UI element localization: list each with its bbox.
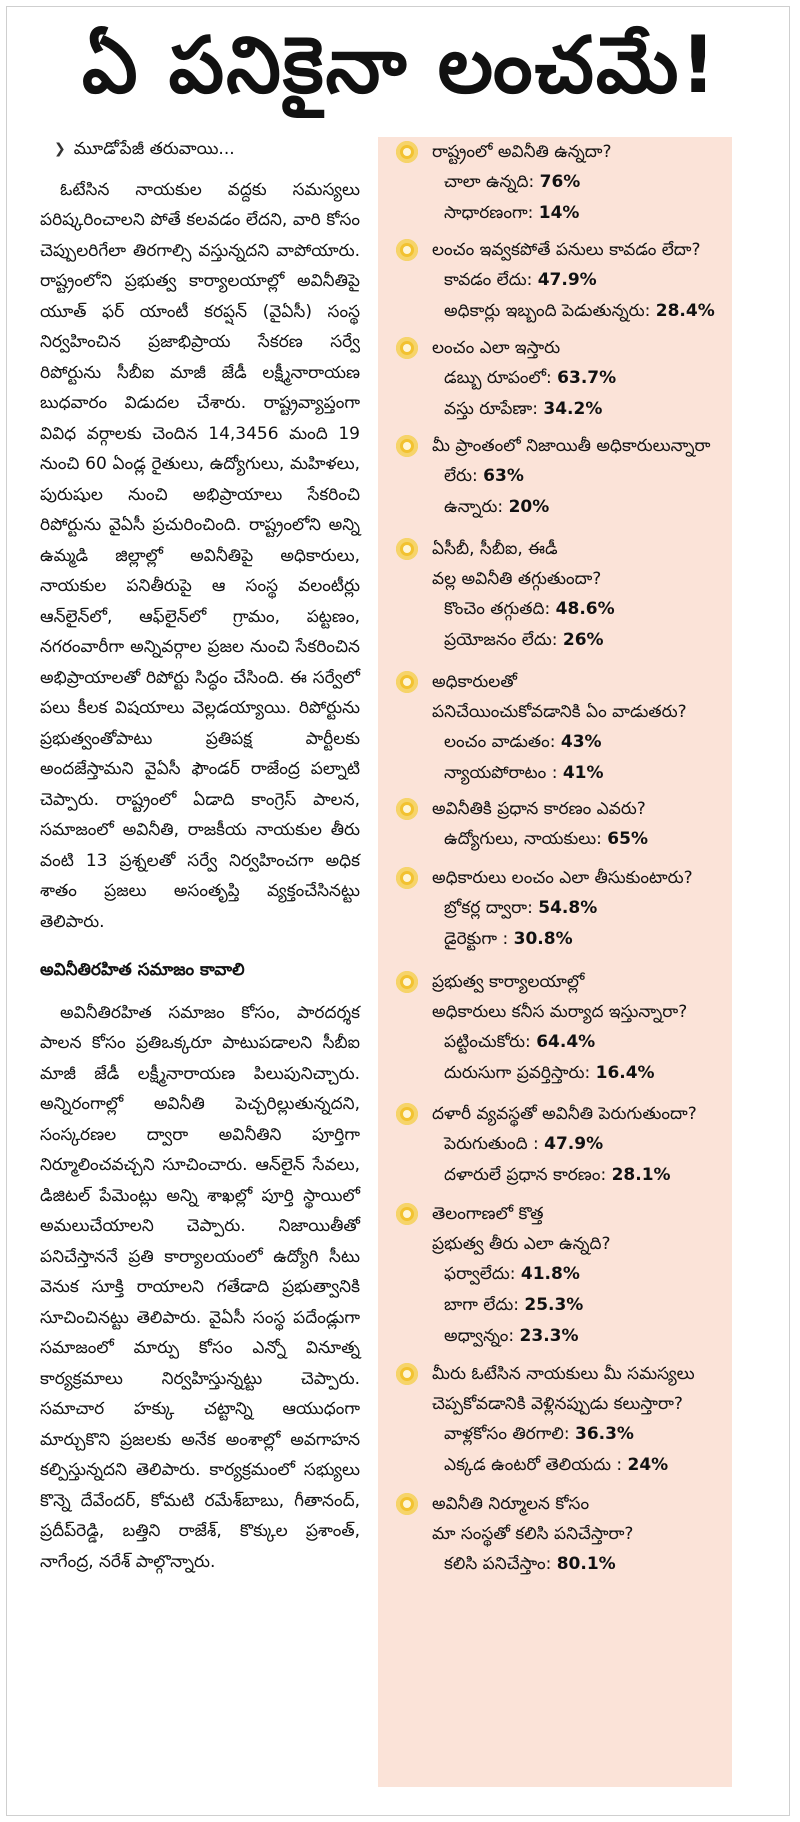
survey-question: ఏసీబీ, సీబీఐ, ఈడీ వల్ల అవినీతి తగ్గుతుందా? — [432, 539, 602, 589]
survey-answer: అధ్వాన్నం: 23.3% — [444, 1326, 579, 1346]
bullet-icon — [396, 337, 418, 359]
survey-answer: చాలా ఉన్నది: 76% — [444, 172, 581, 192]
survey-answer: కలిసి పనిచేస్తాం: 80.1% — [444, 1554, 616, 1574]
survey-answer: పెరుగుతుంది : 47.9% — [444, 1134, 604, 1154]
bullet-icon — [396, 1103, 418, 1125]
survey-answer: ప్రయోజనం లేదు: 26% — [444, 630, 604, 650]
survey-answer: వస్తు రూపేణా: 34.2% — [444, 399, 603, 419]
survey-answer: వాళ్లకోసం తిరగాలి: 36.3% — [444, 1424, 634, 1444]
survey-answer: అధికార్లు ఇబ్బంది పెడుతున్నరు: 28.4% — [444, 301, 715, 321]
survey-answer: ఉన్నారు: 20% — [444, 497, 550, 517]
survey-answer: కావడం లేదు: 47.9% — [444, 270, 597, 290]
survey-item — [396, 863, 722, 955]
survey-answer: లంచం వాడుతం: 43% — [444, 732, 602, 752]
bullet-icon — [396, 798, 418, 820]
bullet-icon — [396, 239, 418, 261]
survey-item — [396, 667, 722, 789]
survey-question: మీ ప్రాంతంలో నిజాయితీ అధికారులున్నారా — [432, 436, 711, 456]
article-paragraph-2: అవినీతిరహిత సమాజం కోసం, పారదర్శక పాలన కోసం ప్రతిఒక్కరూ పాటుపడాలని సీబీఐ మాజీ జేడీ లక్ష్మీనారాయణ పిలుపునిచ్చారు. అన్నిరంగాల్లో అవినీతి పెచ్చరిల్లుతున్నదని, సంస్కరణల ద్వారా అవినీతిని పూర్తిగా నిర్మూలించవచ్చని సూచించారు. ఆన్‌లైన్ సేవలు, డిజిటల్ పేమెంట్లు అన్ని శాఖల్లో పూర్తి స్థాయిలో అమలుచేయాలని చెప్పారు. నిజాయితీతో పనిచేస్తాననే ప్రతి కార్యాలయంలో ఉద్యోగి సీటు వెనుక సూక్తి రాయాలని గతేడాది ప్రభుత్వానికి సూచించినట్టు తెలిపారు. వైఏసీ సంస్థ పదేండ్లుగా సమాజంలో మార్పు కోసం ఎన్నో వినూత్న కార్యక్రమాలు నిర్వహిస్తున్నట్టు చెప్పారు. సమాచార హక్కు చట్టాన్ని ఆయుధంగా మార్చుకొని ప్రజలకు అనేక అంశాల్లో అవగాహన కల్పిస్తున్నదని తెలిపారు. కార్యక్రమంలో సభ్యులు కొన్నె దేవేందర్, కోమటి రమేశ్‌బాబు, గీతానంద్, ప్రదీప్‌రెడ్డి, బత్తిని రాజేశ్, కొక్కుల ప్రశాంత్, నాగేంద్ర, నరేశ్ పాల్గొన్నారు. — [40, 1002, 360, 1572]
survey-item — [396, 534, 722, 656]
survey-answer: బ్రోకర్ల ద్వారా: 54.8% — [444, 898, 598, 918]
survey-answer: దళారులే ప్రధాన కారణం: 28.1% — [444, 1165, 671, 1185]
survey-answer: డబ్బు రూపంలో: 63.7% — [444, 368, 617, 388]
article-column — [40, 134, 360, 1577]
survey-answer: సాధారణంగా: 14% — [444, 203, 580, 223]
survey-question: మీరు ఓటేసిన నాయకులు మీ సమస్యలు చెప్పకోవడానికి వెళ్లినప్పుడు కలుస్తారా? — [432, 1364, 695, 1414]
bullet-icon — [396, 671, 418, 693]
survey-question: ప్రభుత్వ కార్యాలయాల్లో అధికారులు కనీస మర్యాద ఇస్తున్నారా? — [432, 972, 688, 1022]
survey-item — [396, 1199, 722, 1352]
headline: ఏ పనికైనా లంచమే! — [82, 21, 718, 111]
survey-item — [396, 794, 722, 855]
survey-question: అధికారులు లంచం ఎలా తీసుకుంటారు? — [432, 868, 693, 888]
survey-question: తెలంగాణలో కొత్త ప్రభుత్వ తీరు ఎలా ఉన్నది? — [432, 1204, 611, 1254]
continued-from-label — [54, 134, 360, 165]
survey-answer: డైరెక్టుగా : 30.8% — [444, 929, 573, 949]
survey-answer: పట్టించుకోరు: 64.4% — [444, 1032, 596, 1052]
survey-answer: దురుసుగా ప్రవర్తిస్తారు: 16.4% — [444, 1063, 655, 1083]
survey-item — [396, 1099, 722, 1191]
bullet-icon — [396, 1203, 418, 1225]
article-subheading: అవినీతిరహిత సమాజం కావాలి — [40, 960, 245, 980]
survey-item — [396, 1359, 722, 1481]
bullet-icon — [396, 1493, 418, 1515]
survey-answer: కొంచెం తగ్గుతది: 48.6% — [444, 599, 615, 619]
chevron-right-icon: ❯ — [54, 141, 66, 157]
survey-item — [396, 1489, 722, 1580]
survey-item — [396, 431, 722, 523]
survey-answer: ఉద్యోగులు, నాయకులు: 65% — [444, 829, 648, 849]
survey-item — [396, 967, 722, 1089]
survey-question: లంచం ఇవ్వకపోతే పనులు కావడం లేదా? — [432, 240, 701, 260]
bullet-icon — [396, 141, 418, 163]
survey-panel — [378, 137, 732, 1787]
survey-question: అధికారులతో పనిచేయించుకోవడానికి ఏం వాడుతరు? — [432, 672, 687, 722]
continued-text: మూడోపేజీ తరువాయి... — [73, 139, 235, 159]
survey-answer: లేరు: 63% — [444, 466, 524, 486]
bullet-icon — [396, 1363, 418, 1385]
survey-answer: ఫర్వాలేదు: 41.8% — [444, 1264, 580, 1284]
bullet-icon — [396, 867, 418, 889]
survey-item — [396, 235, 722, 327]
survey-answer: బాగా లేదు: 25.3% — [444, 1295, 584, 1315]
bullet-icon — [396, 538, 418, 560]
survey-question: అవినీతి నిర్మూలన కోసం మా సంస్థతో కలిసి పనిచేస్తారా? — [432, 1494, 634, 1544]
survey-item — [396, 137, 722, 229]
survey-item — [396, 333, 722, 425]
survey-question: రాష్ట్రంలో అవినీతి ఉన్నదా? — [432, 142, 612, 162]
article-paragraph-1: ఓటేసిన నాయకుల వద్దకు సమస్యలు పరిష్కరించాలని పోతే కలవడం లేదని, వారి కోసం చెప్పులరిగేలా తిరగాల్సి వస్తున్నదని వాపోయారు. రాష్ట్రంలోని ప్రభుత్వ కార్యాలయాల్లో అవినీతిపై యూత్ ఫర్ యాంటీ కరప్షన్ (వైఏసీ) సంస్థ నిర్వహించిన ప్రజాభిప్రాయ సేకరణ సర్వే రిపోర్టును సీబీఐ మాజీ జేడీ లక్ష్మీనారాయణ బుధవారం విడుదల చేశారు. రాష్ట్రవ్యాప్తంగా వివిధ వర్గాలకు చెందిన 14,3456 మంది 19 నుంచి 60 ఏండ్ల రైతులు, ఉద్యోగులు, మహిళలు, పురుషుల నుంచి అభిప్రాయాలు సేకరించి రిపోర్టును వైఏసీ ప్రచురించింది. రాష్ట్రంలోని అన్ని ఉమ్మడి జిల్లాల్లో అవినీతిపై అధికారులు, నాయకుల పనితీరుపై ఆ సంస్థ వలంటీర్లు ఆన్‌లైన్‌లో, ఆఫ్‌లైన్‌లో గ్రామం, పట్టణం, నగరంవారీగా అన్నివర్గాల ప్రజల నుంచి సేకరించిన అభిప్రాయాలతో రిపోర్టు సిద్ధం చేసింది. ఈ సర్వేలో పలు కీలక విషయాలు వెల్లడయ్యాయి. రిపోర్టును ప్రభుత్వంతోపాటు ప్రతిపక్ష పార్టీలకు అందజేస్తామని వైఏసీ ఫౌండర్ రాజేంద్ర పల్నాటి చెప్పారు. రాష్ట్రంలో ఏడాది కాంగ్రెస్ పాలన, సమాజంలో అవినీతి, రాజకీయ నాయకుల తీరు వంటి 13 ప్రశ్నలతో సర్వే నిర్వహించగా అధిక శాతం ప్రజలు అసంతృప్తి వ్యక్తంచేసినట్టు తెలిపారు. — [40, 179, 360, 932]
bullet-icon — [396, 971, 418, 993]
survey-question: లంచం ఎలా ఇస్తారు — [432, 338, 561, 358]
bullet-icon — [396, 435, 418, 457]
survey-question: అవినీతికి ప్రధాన కారణం ఎవరు? — [432, 799, 646, 819]
survey-answer: న్యాయపోరాటం : 41% — [444, 763, 604, 783]
survey-answer: ఎక్కడ ఉంటరో తెలియదు : 24% — [444, 1455, 669, 1475]
survey-question: దళారీ వ్యవస్థతో అవినీతి పెరుగుతుందా? — [432, 1104, 697, 1124]
